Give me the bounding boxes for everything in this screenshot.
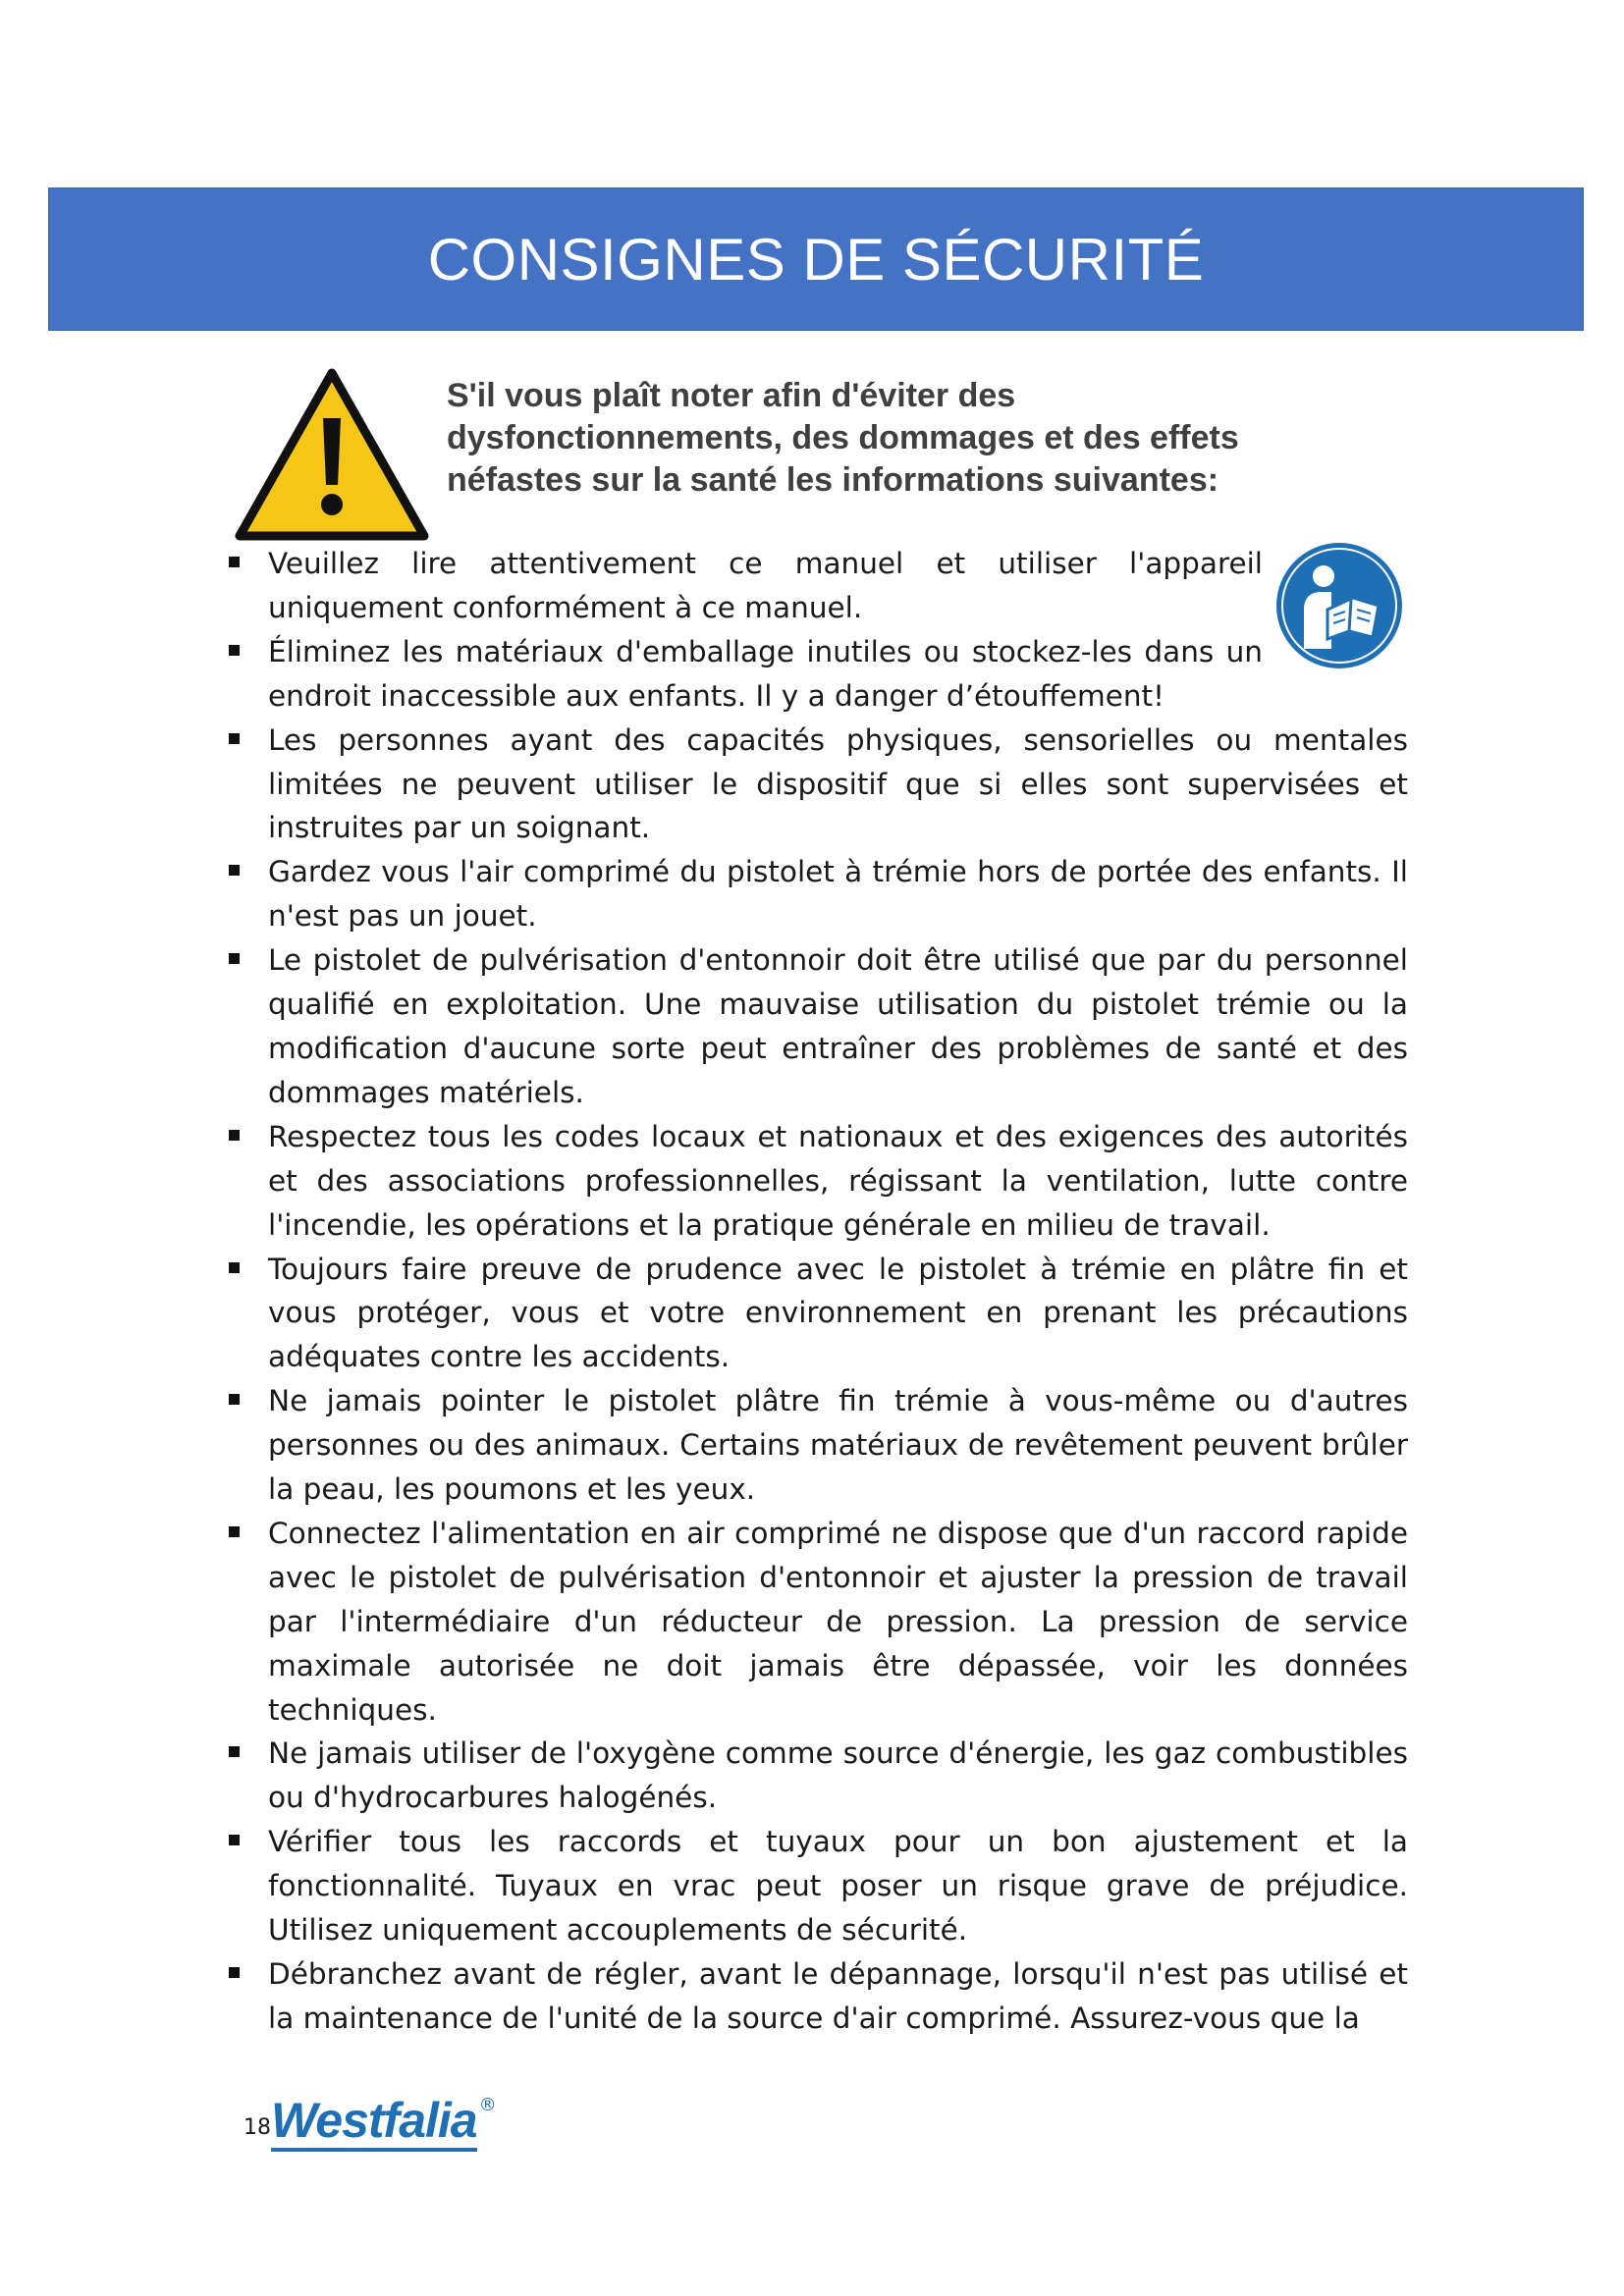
- section-header-banner: [48, 187, 1584, 331]
- bullet-icon: [229, 1967, 240, 1978]
- list-item: Gardez vous l'air comprimé du pistolet à trémie hors de portée des enfants. Il n'est pas un jouet.: [225, 850, 1408, 938]
- bullet-icon: [229, 557, 240, 567]
- bullet-icon: [229, 1526, 240, 1537]
- list-item: Les personnes ayant des capacités physiques, sensorielles ou mentales limitées ne peuvent utiliser le dispositif que si elles sont supervisées et instruites par un soignant.: [225, 719, 1408, 851]
- bullet-icon: [229, 953, 240, 964]
- bullet-icon: [229, 1262, 240, 1273]
- page-title: CONSIGNES DE SÉCURITÉ: [427, 226, 1205, 293]
- bullet-icon: [229, 733, 240, 744]
- bullet-icon: [229, 645, 240, 656]
- list-item: Veuillez lire attentivement ce manuel et utiliser l'appareil uniquement conformément à ce manuel.: [225, 542, 1408, 630]
- list-item: Ne jamais utiliser de l'oxygène comme source d'énergie, les gaz combustibles ou d'hydrocarbures halogénés.: [225, 1732, 1408, 1820]
- list-item: Ne jamais pointer le pistolet plâtre fin trémie à vous-même ou d'autres personnes ou des animaux. Certains matériaux de revêtement peuvent brûler la peau, les poumons et les yeux.: [225, 1379, 1408, 1512]
- list-item: Le pistolet de pulvérisation d'entonnoir doit être utilisé que par du personnel qualifié en exploitation. Une mauvaise utilisation du pistolet trémie ou la modification d'aucune sorte peut entraîner des problèmes de santé et des dommages matériels.: [225, 938, 1408, 1115]
- warning-triangle-icon: [234, 367, 430, 542]
- list-item: Vérifier tous les raccords et tuyaux pour un bon ajustement et la fonctionnalité. Tuyaux en vrac peut poser un risque grave de préjudice. Utilisez uniquement accouplements de sécurité.: [225, 1820, 1408, 1952]
- bullet-icon: [229, 1746, 240, 1757]
- safety-instructions-list: [225, 542, 1408, 2041]
- list-item: Débranchez avant de régler, avant le dépannage, lorsqu'il n'est pas utilisé et la maintenance de l'unité de la source d'air comprimé. Assurez-vous que la: [225, 1952, 1408, 2041]
- brand-name: Westfalia: [271, 2093, 477, 2152]
- brand-logo: [271, 2093, 497, 2152]
- list-item: Éliminez les matériaux d'emballage inutiles ou stockez-les dans un endroit inaccessible aux enfants. Il y a danger d’étouffement!: [225, 630, 1408, 719]
- intro-notice: S'il vous plaît noter afin d'éviter des dysfonctionnements, des dommages et des effets néfastes sur la santé les informations suivantes:: [447, 377, 1239, 499]
- list-item: Respectez tous les codes locaux et nationaux et des exigences des autorités et des associations professionnelles, régissant la ventilation, lutte contre l'incendie, les opérations et la pratique générale en milieu de travail.: [225, 1115, 1408, 1248]
- registered-mark: ®: [478, 2095, 497, 2115]
- bullet-icon: [229, 865, 240, 876]
- bullet-icon: [229, 1130, 240, 1141]
- list-item: Connectez l'alimentation en air comprimé ne dispose que d'un raccord rapide avec le pistolet de pulvérisation d'entonnoir et ajuster la pression de travail par l'intermédiaire d'un réducteur de pression. La pression de service maximale autorisée ne doit jamais être dépassée, voir les données techniques.: [225, 1512, 1408, 1733]
- page-number: 18: [244, 2115, 271, 2140]
- bullet-icon: [229, 1394, 240, 1405]
- list-item: Toujours faire preuve de prudence avec le pistolet à trémie en plâtre fin et vous protéger, vous et votre environnement en prenant les précautions adéquates contre les accidents.: [225, 1248, 1408, 1380]
- bullet-icon: [229, 1835, 240, 1845]
